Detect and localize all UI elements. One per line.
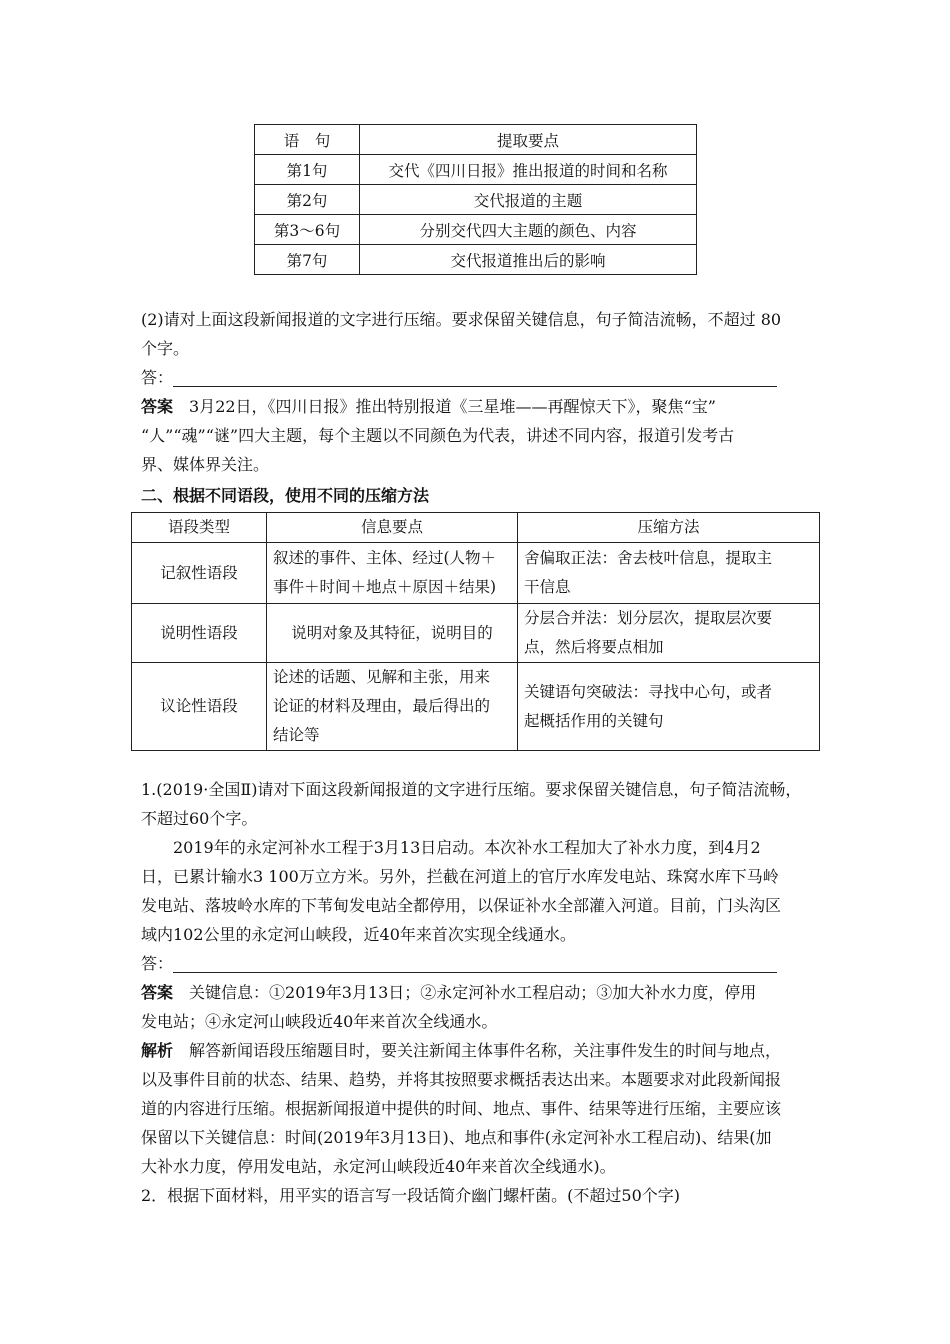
answer-line-row (141, 949, 821, 978)
table-cell: 第1句 (255, 155, 360, 185)
answer-text: 答案 关键信息：①2019年3月13日；②永定河补水工程启动；③加大补水力度，停用 (141, 983, 757, 1002)
answer-text: 答案 3月22日，《四川日报》推出特别报道《三星堆——再醒惊天下》，聚焦“宝” (141, 397, 716, 416)
question-2 (141, 305, 821, 479)
answer-line-row (141, 363, 821, 392)
answer-label: 答案 (141, 397, 174, 416)
question-text: 个字。 (141, 339, 190, 358)
summary-table (254, 124, 697, 275)
analysis-text: 大补水力度，停用发电站，永定河山峡段近40年来首次全线通水)。 (141, 1157, 616, 1176)
analysis-text: 解析 解答新闻语段压缩题目时，要关注新闻主体事件名称，关注事件发生的时间与地点， (141, 1041, 782, 1060)
table-cell: 说明对象及其特征，说明目的 (267, 604, 518, 663)
answer-label: 答案 (141, 983, 174, 1002)
table-cell: 第7句 (255, 245, 360, 275)
table-header-row (255, 125, 697, 155)
table-cell: 记叙性语段 (132, 543, 267, 604)
answer-text: 发电站；④永定河山峡段近40年来首次全线通水。 (141, 1012, 498, 1031)
table-row (255, 215, 697, 245)
table-cell: 分层合并法：划分层次，提取层次要 点，然后将要点相加 (518, 604, 820, 663)
table-cell: 交代报道推出后的影响 (360, 245, 697, 275)
question-text: 1.(2019·全国Ⅱ)请对下面这段新闻报道的文字进行压缩。要求保留关键信息，句子简洁流畅， (141, 780, 802, 799)
answer-blank (173, 952, 777, 973)
passage-text: 2019年的永定河补水工程于3月13日启动。本次补水工程加大了补水力度，到4月2 (141, 838, 761, 857)
answer-prompt: 答： (141, 954, 174, 973)
table-row (132, 663, 820, 751)
table-row (132, 543, 820, 604)
table-cell: 交代《四川日报》推出报道的时间和名称 (360, 155, 697, 185)
answer-blank (173, 366, 777, 387)
table-cell: 分别交代四大主题的颜色、内容 (360, 215, 697, 245)
table-cell: 第2句 (255, 185, 360, 215)
analysis-text: 道的内容进行压缩。根据新闻报道中提供的时间、地点、事件、结果等进行压缩，主要应该 (141, 1099, 782, 1118)
table-header-row (132, 513, 820, 543)
table-header-cell: 提取要点 (360, 125, 697, 155)
table-row (255, 245, 697, 275)
section-heading: 二、根据不同语段，使用不同的压缩方法 (141, 486, 430, 505)
table-cell: 关键语句突破法：寻找中心句，或者 起概括作用的关键句 (518, 663, 820, 751)
passage-text: 域内102公里的永定河山峡段，近40年来首次实现全线通水。 (141, 925, 576, 944)
table-row (132, 604, 820, 663)
question-text: 2．根据下面材料，用平实的语言写一段话简介幽门螺杆菌。(不超过50个字) (141, 1186, 681, 1205)
table-cell: 舍偏取正法：舍去枝叶信息，提取主 干信息 (518, 543, 820, 604)
question-text: 不超过60个字。 (141, 809, 258, 828)
table-header-cell: 语 句 (255, 125, 360, 155)
analysis-text: 保留以下关键信息：时间(2019年3月13日)、地点和事件(永定河补水工程启动)、结果(加 (141, 1128, 772, 1147)
analysis-text: 以及事件目前的状态、结果、趋势，并将其按照要求概括表达出来。本题要求对此段新闻报 (141, 1070, 782, 1089)
table-cell: 说明性语段 (132, 604, 267, 663)
method-table (131, 512, 820, 751)
table-header-cell: 语段类型 (132, 513, 267, 543)
table-header-cell: 信息要点 (267, 513, 518, 543)
table-cell: 论述的话题、见解和主张，用来 论证的材料及理由，最后得出的 结论等 (267, 663, 518, 751)
table-row (255, 155, 697, 185)
answer-prompt: 答： (141, 368, 174, 387)
analysis-label: 解析 (141, 1041, 174, 1060)
question-1 (141, 775, 821, 1210)
answer-text: 界、媒体界关注。 (141, 455, 270, 474)
table-header-cell: 压缩方法 (518, 513, 820, 543)
table-row (255, 185, 697, 215)
table-cell: 交代报道的主题 (360, 185, 697, 215)
table-cell: 叙述的事件、主体、经过(人物＋ 事件＋时间＋地点＋原因＋结果) (267, 543, 518, 604)
passage-text: 发电站、落坡岭水库的下苇甸发电站全都停用，以保证补水全部灌入河道。目前，门头沟区 (141, 896, 782, 915)
table-cell: 议论性语段 (132, 663, 267, 751)
table-cell: 第3～6句 (255, 215, 360, 245)
passage-text: 日，已累计输水3 100万立方米。另外，拦截在河道上的官厅水库发电站、珠窝水库下马岭 (141, 867, 779, 886)
answer-text: “人”“魂”“谜”四大主题，每个主题以不同颜色为代表，讲述不同内容，报道引发考古 (141, 426, 735, 445)
question-text: (2)请对上面这段新闻报道的文字进行压缩。要求保留关键信息，句子简洁流畅，不超过 80 (141, 310, 782, 329)
